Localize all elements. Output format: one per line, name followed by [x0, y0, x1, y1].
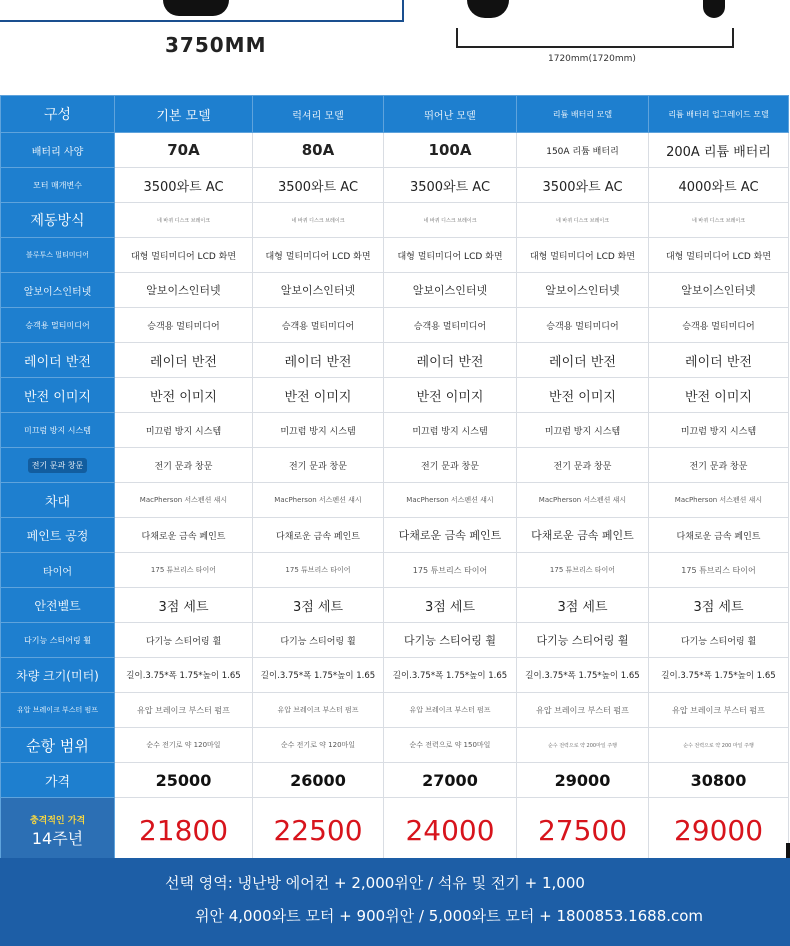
row-label: 배터리 사양 [1, 133, 115, 168]
table-cell: 미끄럼 방지 시스템 [384, 413, 517, 448]
table-cell: 알보이스인터넷 [115, 273, 253, 308]
header-cell: 구성 [1, 96, 115, 133]
table-cell: 175 튜브리스 타이어 [384, 553, 517, 588]
table-cell: MacPherson 서스펜션 섀시 [384, 483, 517, 518]
table-row [1, 588, 789, 623]
table-cell: 200A 리튬 배터리 [649, 133, 789, 168]
row-label: 승객용 멀티미디어 [1, 308, 115, 343]
table-cell: 150A 리튬 배터리 [517, 133, 649, 168]
row-label: 차량 크기(미터) [1, 658, 115, 693]
table-row [1, 518, 789, 553]
row-label: 전기 문과 창문 [28, 458, 87, 473]
table-row [1, 553, 789, 588]
table-row [1, 273, 789, 308]
table-cell: 80A [253, 133, 384, 168]
promo-price: 21800 [115, 798, 253, 864]
promo-row [1, 798, 789, 864]
table-cell: 반전 이미지 [649, 378, 789, 413]
table-cell: 다기능 스티어링 휠 [384, 623, 517, 658]
row-label: 타이어 [1, 553, 115, 588]
table-cell: 네 바퀴 디스크 브레이크 [115, 203, 253, 238]
row-label: 블루투스 멀티미디어 [1, 238, 115, 273]
row-label: 순항 범위 [1, 728, 115, 763]
table-cell: 순수 전력으로 약 200마일 주행 [517, 728, 649, 763]
row-label: 알보이스인터넷 [1, 273, 115, 308]
table-cell: 3500와트 AC [253, 168, 384, 203]
footer-line-1: 선택 영역: 냉난방 에어컨 + 2,000위안 / 석유 및 전기 + 1,000 [165, 874, 585, 892]
table-row [1, 413, 789, 448]
table-row [1, 693, 789, 728]
table-cell: 순수 전력으로 약 200 마일 주행 [649, 728, 789, 763]
table-cell: 레이더 반전 [384, 343, 517, 378]
footer-line-2: 위안 4,000와트 모터 + 900위안 / 5,000와트 모터 + 1800853.1688.com [195, 907, 704, 925]
table-cell: 175 튜브리스 타이어 [253, 553, 384, 588]
table-cell: 100A [384, 133, 517, 168]
table-row [1, 728, 789, 763]
table-cell: 4000와트 AC [649, 168, 789, 203]
table-cell: MacPherson 서스펜션 섀시 [649, 483, 789, 518]
table-cell: 유압 브레이크 부스터 펌프 [115, 693, 253, 728]
table-cell: 175 튜브리스 타이어 [649, 553, 789, 588]
row-label: 다기능 스티어링 휠 [1, 623, 115, 658]
table-cell: 3500와트 AC [384, 168, 517, 203]
table-cell: 3점 세트 [115, 588, 253, 623]
table-row [1, 133, 789, 168]
row-label: 안전벨트 [1, 588, 115, 623]
table-cell: 다기능 스티어링 휠 [649, 623, 789, 658]
table-cell: 다기능 스티어링 휠 [253, 623, 384, 658]
table-cell: MacPherson 서스펜션 섀시 [115, 483, 253, 518]
header-cell: 기본 모델 [115, 96, 253, 133]
table-cell: 3500와트 AC [517, 168, 649, 203]
table-cell: 3점 세트 [517, 588, 649, 623]
table-cell: MacPherson 서스펜션 섀시 [253, 483, 384, 518]
row-label: 유압 브레이크 부스터 펌프 [1, 693, 115, 728]
table-cell: 승객용 멀티미디어 [384, 308, 517, 343]
promo-label [1, 798, 115, 864]
row-label: 제동방식 [1, 203, 115, 238]
table-cell: 알보이스인터넷 [384, 273, 517, 308]
table-cell: MacPherson 서스펜션 섀시 [517, 483, 649, 518]
table-cell: 미끄럼 방지 시스템 [517, 413, 649, 448]
table-cell: 순수 전력으로 약 150마일 [384, 728, 517, 763]
table-cell: 순수 전기로 약 120마일 [115, 728, 253, 763]
promo-price: 27500 [517, 798, 649, 864]
table-cell: 전기 문과 창문 [517, 448, 649, 483]
header-cell: 리튬 배터리 업그레이드 모델 [649, 96, 789, 133]
table-cell: 알보이스인터넷 [517, 273, 649, 308]
table-cell: 알보이스인터넷 [253, 273, 384, 308]
row-label-cell [1, 448, 115, 483]
table-cell: 길이.3.75*폭 1.75*높이 1.65 [649, 658, 789, 693]
table-cell: 네 바퀴 디스크 브레이크 [649, 203, 789, 238]
table-cell: 순수 전기로 약 120마일 [253, 728, 384, 763]
table-cell: 길이.3.75*폭 1.75*높이 1.65 [253, 658, 384, 693]
table-cell: 유압 브레이크 부스터 펌프 [253, 693, 384, 728]
row-label: 미끄럼 방지 시스템 [1, 413, 115, 448]
table-cell: 전기 문과 창문 [649, 448, 789, 483]
table-cell: 미끄럼 방지 시스템 [115, 413, 253, 448]
table-cell: 27000 [384, 763, 517, 798]
table-cell: 알보이스인터넷 [649, 273, 789, 308]
table-cell: 대형 멀티미디어 LCD 화면 [253, 238, 384, 273]
table-cell: 26000 [253, 763, 384, 798]
table-cell: 길이.3.75*폭 1.75*높이 1.65 [517, 658, 649, 693]
table-cell: 29000 [517, 763, 649, 798]
table-cell: 3점 세트 [649, 588, 789, 623]
vehicle-dimension-diagram [0, 0, 790, 95]
table-cell: 승객용 멀티미디어 [517, 308, 649, 343]
table-cell: 미끄럼 방지 시스템 [649, 413, 789, 448]
table-cell: 175 튜브리스 타이어 [517, 553, 649, 588]
table-cell: 유압 브레이크 부스터 펌프 [384, 693, 517, 728]
table-row [1, 448, 789, 483]
spec-table [0, 95, 789, 864]
promo-price: 22500 [253, 798, 384, 864]
table-cell: 대형 멀티미디어 LCD 화면 [649, 238, 789, 273]
promo-label-bottom: 14주년 [31, 828, 84, 848]
table-cell: 175 튜브리스 타이어 [115, 553, 253, 588]
table-row [1, 238, 789, 273]
row-label: 레이더 반전 [1, 343, 115, 378]
table-cell: 전기 문과 창문 [115, 448, 253, 483]
width-label: 1720mm(1720mm) [548, 54, 636, 64]
table-cell: 길이.3.75*폭 1.75*높이 1.65 [115, 658, 253, 693]
table-cell: 대형 멀티미디어 LCD 화면 [115, 238, 253, 273]
table-cell: 승객용 멀티미디어 [115, 308, 253, 343]
table-cell: 승객용 멀티미디어 [253, 308, 384, 343]
table-cell: 3500와트 AC [115, 168, 253, 203]
table-row [1, 203, 789, 238]
table-cell: 다채로운 금속 페인트 [649, 518, 789, 553]
table-row [1, 343, 789, 378]
table-row [1, 623, 789, 658]
table-cell: 미끄럼 방지 시스템 [253, 413, 384, 448]
row-label: 페인트 공정 [1, 518, 115, 553]
width-bracket [456, 28, 734, 48]
table-cell: 다기능 스티어링 휠 [115, 623, 253, 658]
promo-label-top: 충격적인 가격 [29, 815, 86, 826]
table-cell: 다채로운 금속 페인트 [253, 518, 384, 553]
table-cell: 레이더 반전 [649, 343, 789, 378]
table-row [1, 308, 789, 343]
table-cell: 25000 [115, 763, 253, 798]
table-cell: 레이더 반전 [115, 343, 253, 378]
promo-price: 24000 [384, 798, 517, 864]
promo-price: 29000 [649, 798, 789, 864]
table-cell: 레이더 반전 [253, 343, 384, 378]
row-label: 차대 [1, 483, 115, 518]
table-cell: 대형 멀티미디어 LCD 화면 [384, 238, 517, 273]
table-cell: 레이더 반전 [517, 343, 649, 378]
table-row [1, 378, 789, 413]
table-cell: 반전 이미지 [517, 378, 649, 413]
table-cell: 3점 세트 [253, 588, 384, 623]
table-cell: 대형 멀티미디어 LCD 화면 [517, 238, 649, 273]
table-row [1, 658, 789, 693]
table-header-row [1, 96, 789, 133]
table-cell: 네 바퀴 디스크 브레이크 [517, 203, 649, 238]
table-cell: 승객용 멀티미디어 [649, 308, 789, 343]
table-cell: 반전 이미지 [384, 378, 517, 413]
table-cell: 다채로운 금속 페인트 [517, 518, 649, 553]
table-cell: 3점 세트 [384, 588, 517, 623]
table-cell: 다채로운 금속 페인트 [384, 518, 517, 553]
table-cell: 전기 문과 창문 [384, 448, 517, 483]
header-cell: 리튬 배터리 모델 [517, 96, 649, 133]
row-label: 반전 이미지 [1, 378, 115, 413]
table-cell: 30800 [649, 763, 789, 798]
options-footer [0, 858, 790, 946]
table-cell: 길이.3.75*폭 1.75*높이 1.65 [384, 658, 517, 693]
table-cell: 다채로운 금속 페인트 [115, 518, 253, 553]
table-cell: 유압 브레이크 부스터 펌프 [517, 693, 649, 728]
table-cell: 다기능 스티어링 휠 [517, 623, 649, 658]
table-row [1, 168, 789, 203]
table-cell: 전기 문과 창문 [253, 448, 384, 483]
table-cell: 70A [115, 133, 253, 168]
front-wheel-left [467, 0, 509, 18]
row-label: 모터 매개변수 [1, 168, 115, 203]
header-cell: 뛰어난 모델 [384, 96, 517, 133]
header-cell: 럭셔리 모델 [253, 96, 384, 133]
side-wheel [163, 0, 229, 16]
table-cell: 반전 이미지 [253, 378, 384, 413]
row-label: 가격 [1, 763, 115, 798]
table-cell: 유압 브레이크 부스터 펌프 [649, 693, 789, 728]
front-wheel-right [703, 0, 725, 18]
table-row [1, 483, 789, 518]
table-cell: 네 바퀴 디스크 브레이크 [253, 203, 384, 238]
table-cell: 반전 이미지 [115, 378, 253, 413]
table-row [1, 763, 789, 798]
table-cell: 네 바퀴 디스크 브레이크 [384, 203, 517, 238]
length-label: 3750MM [165, 33, 267, 57]
